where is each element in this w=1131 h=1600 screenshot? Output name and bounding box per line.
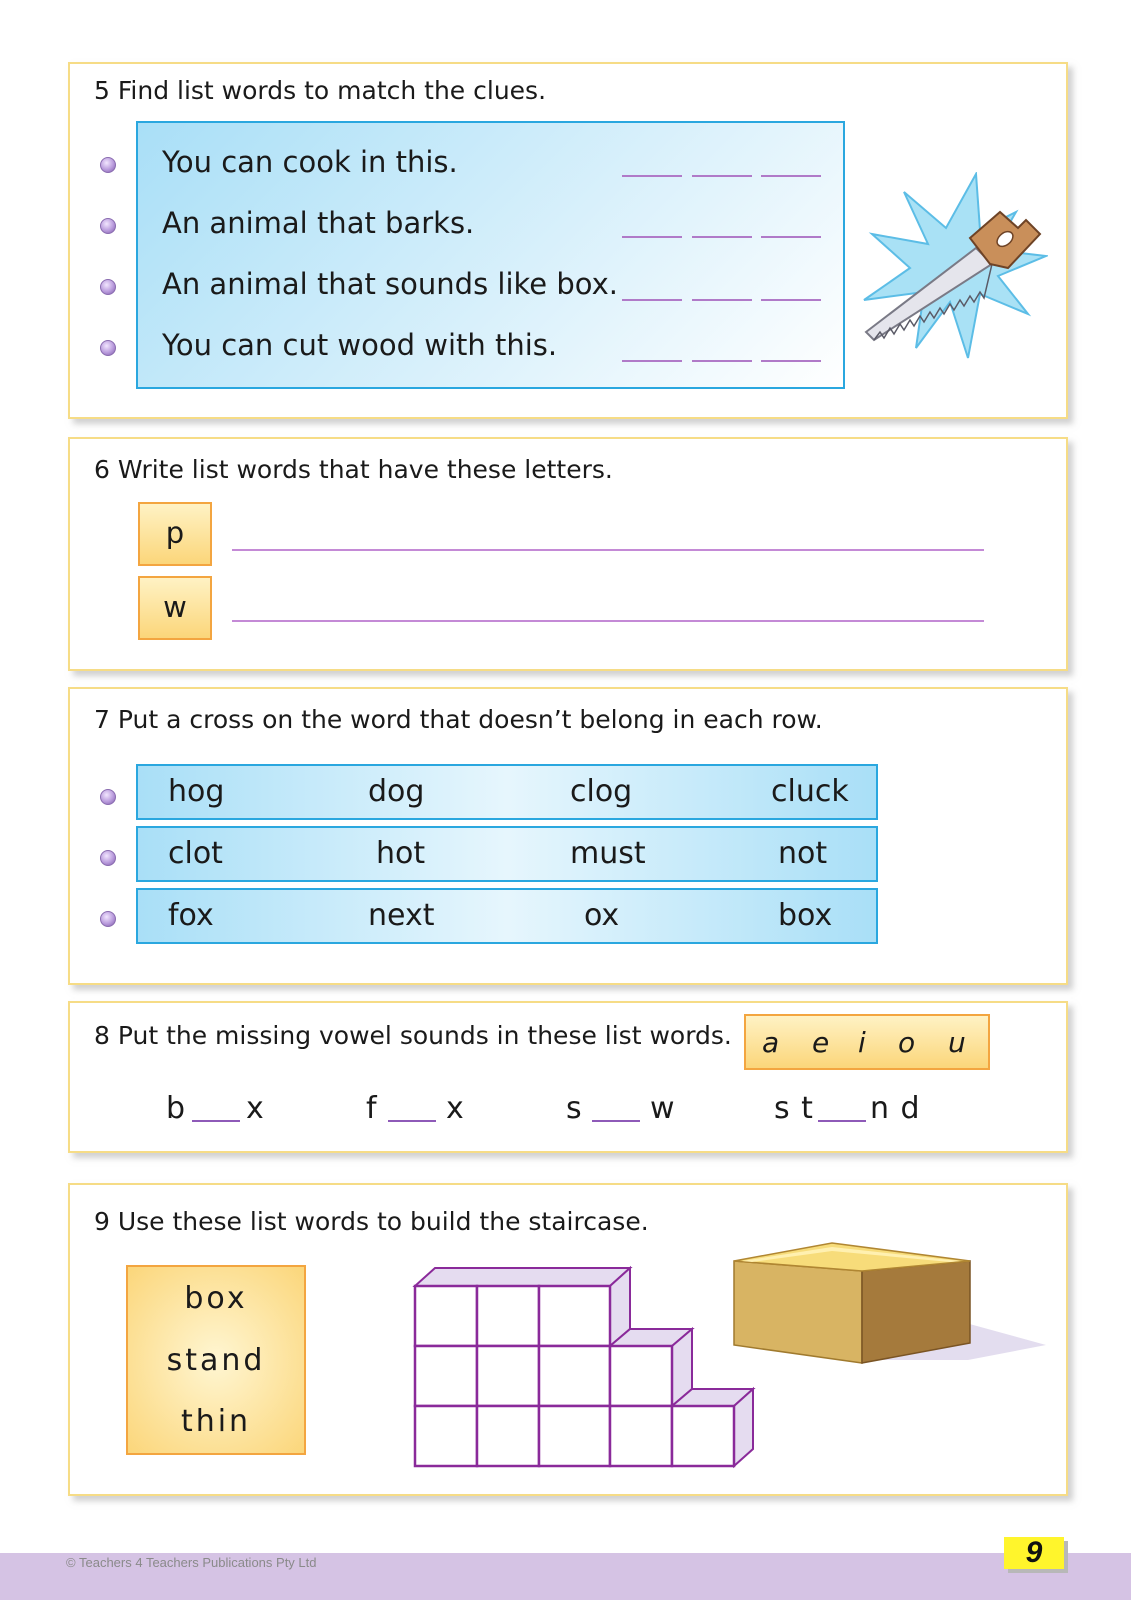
vowel-letter: e xyxy=(812,1026,830,1059)
word-row xyxy=(136,826,878,882)
answer-blank[interactable] xyxy=(761,236,821,238)
box-icon xyxy=(728,1235,1054,1375)
answer-line[interactable] xyxy=(232,549,984,551)
row-word[interactable]: hog xyxy=(168,774,225,809)
question-7-title: 7 Put a cross on the word that doesn’t belong in each row. xyxy=(94,705,823,734)
letter-box: p xyxy=(138,502,212,566)
answer-blank[interactable] xyxy=(761,299,821,301)
vowel-blank[interactable] xyxy=(818,1120,866,1122)
letter-box: w xyxy=(138,576,212,640)
word-start: f xyxy=(366,1091,378,1126)
publisher-name: Teachers 4 Teachers Publications Pty Ltd xyxy=(78,1555,317,1570)
bullet-icon xyxy=(100,789,116,805)
clue-text: An animal that sounds like box. xyxy=(162,267,618,301)
row-word[interactable]: clog xyxy=(570,774,633,809)
answer-blank[interactable] xyxy=(761,175,821,177)
question-6-panel xyxy=(68,437,1068,671)
answer-blank[interactable] xyxy=(761,360,821,362)
saw-icon xyxy=(858,172,1048,362)
row-word[interactable]: ox xyxy=(584,898,620,933)
list-word: box xyxy=(184,1281,248,1316)
question-8-panel xyxy=(68,1001,1068,1153)
page-number: 9 xyxy=(1004,1537,1064,1569)
word-row xyxy=(136,888,878,944)
row-word[interactable]: dog xyxy=(368,774,425,809)
stair-cell[interactable] xyxy=(477,1406,539,1466)
clue-text: An animal that barks. xyxy=(162,206,475,240)
question-8-title: 8 Put the missing vowel sounds in these list words. xyxy=(94,1021,732,1050)
bullet-icon xyxy=(100,850,116,866)
word-start: b xyxy=(166,1091,187,1126)
bullet-icon xyxy=(100,218,116,234)
row-word[interactable]: box xyxy=(778,898,833,933)
vowel-letter: a xyxy=(762,1026,780,1059)
clue-text: You can cut wood with this. xyxy=(162,328,558,362)
answer-blank[interactable] xyxy=(622,236,682,238)
question-5-panel xyxy=(68,62,1068,419)
bullet-icon xyxy=(100,340,116,356)
vowel-box xyxy=(744,1014,990,1070)
question-7-panel xyxy=(68,687,1068,985)
vowel-blank[interactable] xyxy=(192,1120,240,1122)
word-end: x xyxy=(246,1091,265,1126)
question-9-panel xyxy=(68,1183,1068,1496)
answer-blank[interactable] xyxy=(692,175,752,177)
word-row xyxy=(136,764,878,820)
bullet-icon xyxy=(100,911,116,927)
word-start: s xyxy=(566,1091,583,1126)
stair-cell[interactable] xyxy=(672,1406,734,1466)
word-end: w xyxy=(650,1091,676,1126)
word-end: x xyxy=(446,1091,465,1126)
stair-top-face xyxy=(415,1268,630,1286)
row-word[interactable]: not xyxy=(778,836,828,871)
clue-box xyxy=(136,121,845,389)
stair-cell[interactable] xyxy=(539,1346,610,1406)
stair-cell[interactable] xyxy=(477,1286,539,1346)
stair-cell[interactable] xyxy=(415,1346,477,1406)
question-6-title: 6 Write list words that have these letters. xyxy=(94,455,613,484)
answer-blank[interactable] xyxy=(692,236,752,238)
word-start: s t xyxy=(774,1091,814,1126)
bullet-icon xyxy=(100,279,116,295)
vowel-letter: i xyxy=(858,1026,866,1059)
vowel-blank[interactable] xyxy=(388,1120,436,1122)
stair-cell[interactable] xyxy=(610,1406,672,1466)
row-word[interactable]: clot xyxy=(168,836,223,871)
stair-cell[interactable] xyxy=(477,1346,539,1406)
answer-blank[interactable] xyxy=(692,360,752,362)
question-9-title: 9 Use these list words to build the staircase. xyxy=(94,1207,649,1236)
row-word[interactable]: must xyxy=(570,836,646,871)
list-word: thin xyxy=(180,1404,252,1439)
answer-line[interactable] xyxy=(232,620,984,622)
stair-cell[interactable] xyxy=(539,1286,610,1346)
list-word: stand xyxy=(166,1343,266,1378)
word-list-box xyxy=(126,1265,306,1455)
copyright-symbol: © xyxy=(66,1555,76,1570)
answer-blank[interactable] xyxy=(622,175,682,177)
footer-bar xyxy=(0,1536,1131,1600)
box-front-face xyxy=(734,1261,862,1363)
stair-cell[interactable] xyxy=(610,1346,672,1406)
stair-cell[interactable] xyxy=(539,1406,610,1466)
answer-blank[interactable] xyxy=(692,299,752,301)
stair-cell[interactable] xyxy=(415,1406,477,1466)
question-5-title: 5 Find list words to match the clues. xyxy=(94,76,547,105)
staircase-grid xyxy=(410,1261,760,1471)
row-word[interactable]: cluck xyxy=(771,774,849,809)
row-word[interactable]: hot xyxy=(376,836,426,871)
copyright-text xyxy=(66,1555,317,1570)
vowel-blank[interactable] xyxy=(592,1120,640,1122)
clue-text: You can cook in this. xyxy=(162,145,458,179)
word-end: n d xyxy=(870,1091,921,1126)
answer-blank[interactable] xyxy=(622,299,682,301)
vowel-letter: u xyxy=(948,1026,966,1059)
vowel-letter: o xyxy=(898,1026,916,1059)
row-word[interactable]: fox xyxy=(168,898,214,933)
answer-blank[interactable] xyxy=(622,360,682,362)
bullet-icon xyxy=(100,157,116,173)
row-word[interactable]: next xyxy=(368,898,435,933)
stair-cell[interactable] xyxy=(415,1286,477,1346)
